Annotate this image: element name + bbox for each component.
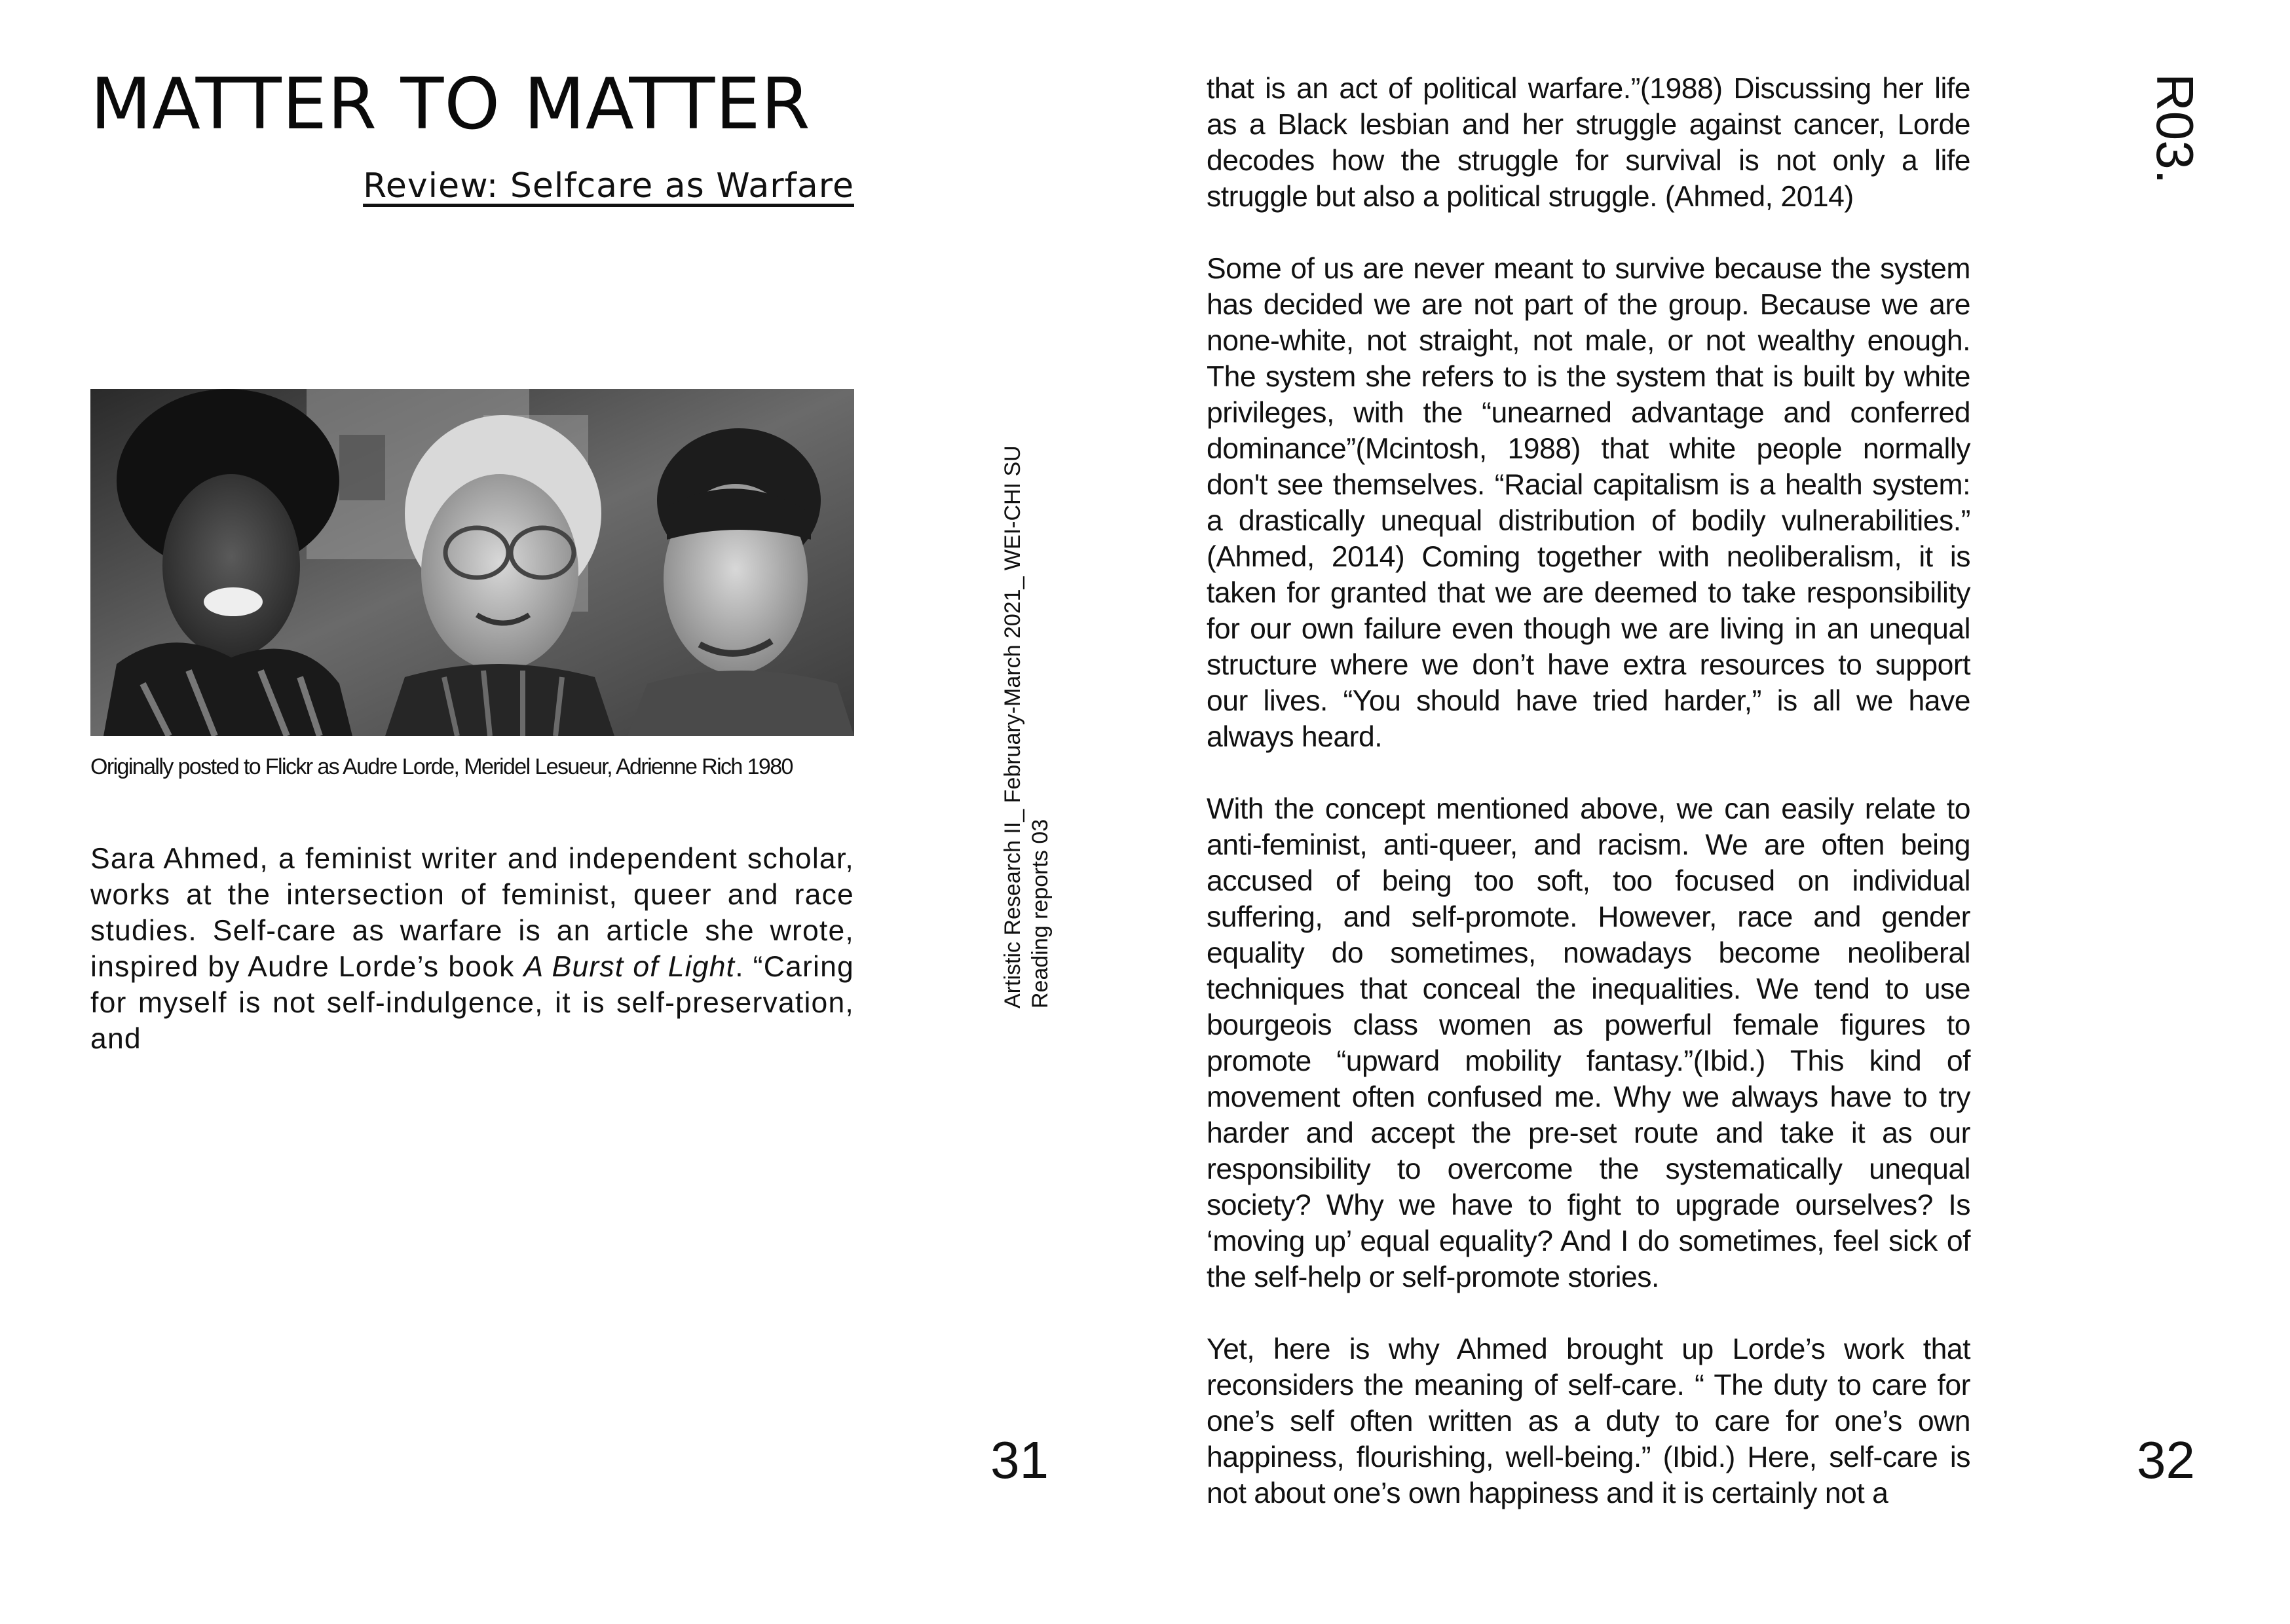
photo-three-women [90,389,854,736]
page-number-right: 32 [2137,1431,2195,1489]
report-label: Reading reports 03 [1028,819,1053,1008]
paragraph: Yet, here is why Ahmed brought up Lorde’s work that reconsiders the meaning of self-care. “ The duty to care for one’s self often written as a duty to care for one’s own happiness, flourishing, well-being.” (Ibid.) Here, self-care is not about one’s own happiness and it is certainly not a [1207,1333,1970,1509]
page-number-left: 31 [990,1431,1049,1489]
paragraph: With the concept mentioned above, we can easily relate to anti-feminist, anti-queer, and racism. We are often being accused of being too soft, too focused on individual suffering, and self-promote. However, race and gender equality do sometimes, nowadays become neoliberal techniques that conceal the inequalities. We tend to use bourgeois class women as powerful female figures to promote “upward mobility fantasy.”(Ibid.) This kind of movement often confused me. Why we always have to try harder and accept the pre-set route and take it as our responsibility to overcome the systematically unequal society? Why we have to fight to upgrade ourselves? Is ‘moving up’ equal equality? And I do sometimes, feel sick of the self-help or self-promote stories. [1207,793,1970,1293]
photo-illustration [90,389,854,736]
body-text-segment: . “Caring for myself is not self-indulgence, it is self-preservation, and [90,951,854,1055]
paragraph: that is an act of political warfare.”(1988) Discussing her life as a Black lesbian and her struggle against cancer, Lorde decodes how the struggle for survival is not only a life struggle but also a political struggle. (Ahmed, 2014) [1207,73,1970,213]
left-body-text [90,841,854,1057]
course-info: Artistic Research II_ February-March 2021_ WEI-CHI SU [1000,445,1025,1008]
article-subtitle: Review: Selfcare as Warfare [363,166,854,206]
paragraph: Some of us are never meant to survive because the system has decided we are not part of the group. Because we are none-white, not straight, not male, or not wealthy enough. The system she refers to is the system that is built by white privileges, with the “unearned advantage and conferred dominance”(Mcintosh, 1988) that white people normally don't see themselves. “Racial capitalism is a health system: a drastically unequal distribution of bodily vulnerabilities.” (Ahmed, 2014) Coming together with neoliberalism, it is taken for granted that we are deemed to take responsibility for our own failure even though we are living in an unequal structure where we don’t have extra resources to support our lives. “You should have tried harder,” is all we have always heard. [1207,253,1970,753]
right-body-text [1207,71,1970,1511]
body-text-segment: Sara Ahmed, a feminist writer and independent scholar, works at the intersection of feminist, queer and race studies. Self-care as warfare is an article she wrote, inspired by Audre Lorde’s book [90,843,854,983]
page-title: MATTER TO MATTER [90,64,811,145]
book-title: A Burst of Light [523,951,736,983]
photo-caption: Originally posted to Flickr as Audre Lorde, Meridel Lesueur, Adrienne Rich 1980 [90,754,793,779]
report-code: R03. [2146,73,2204,184]
spine-text [999,354,1064,1008]
